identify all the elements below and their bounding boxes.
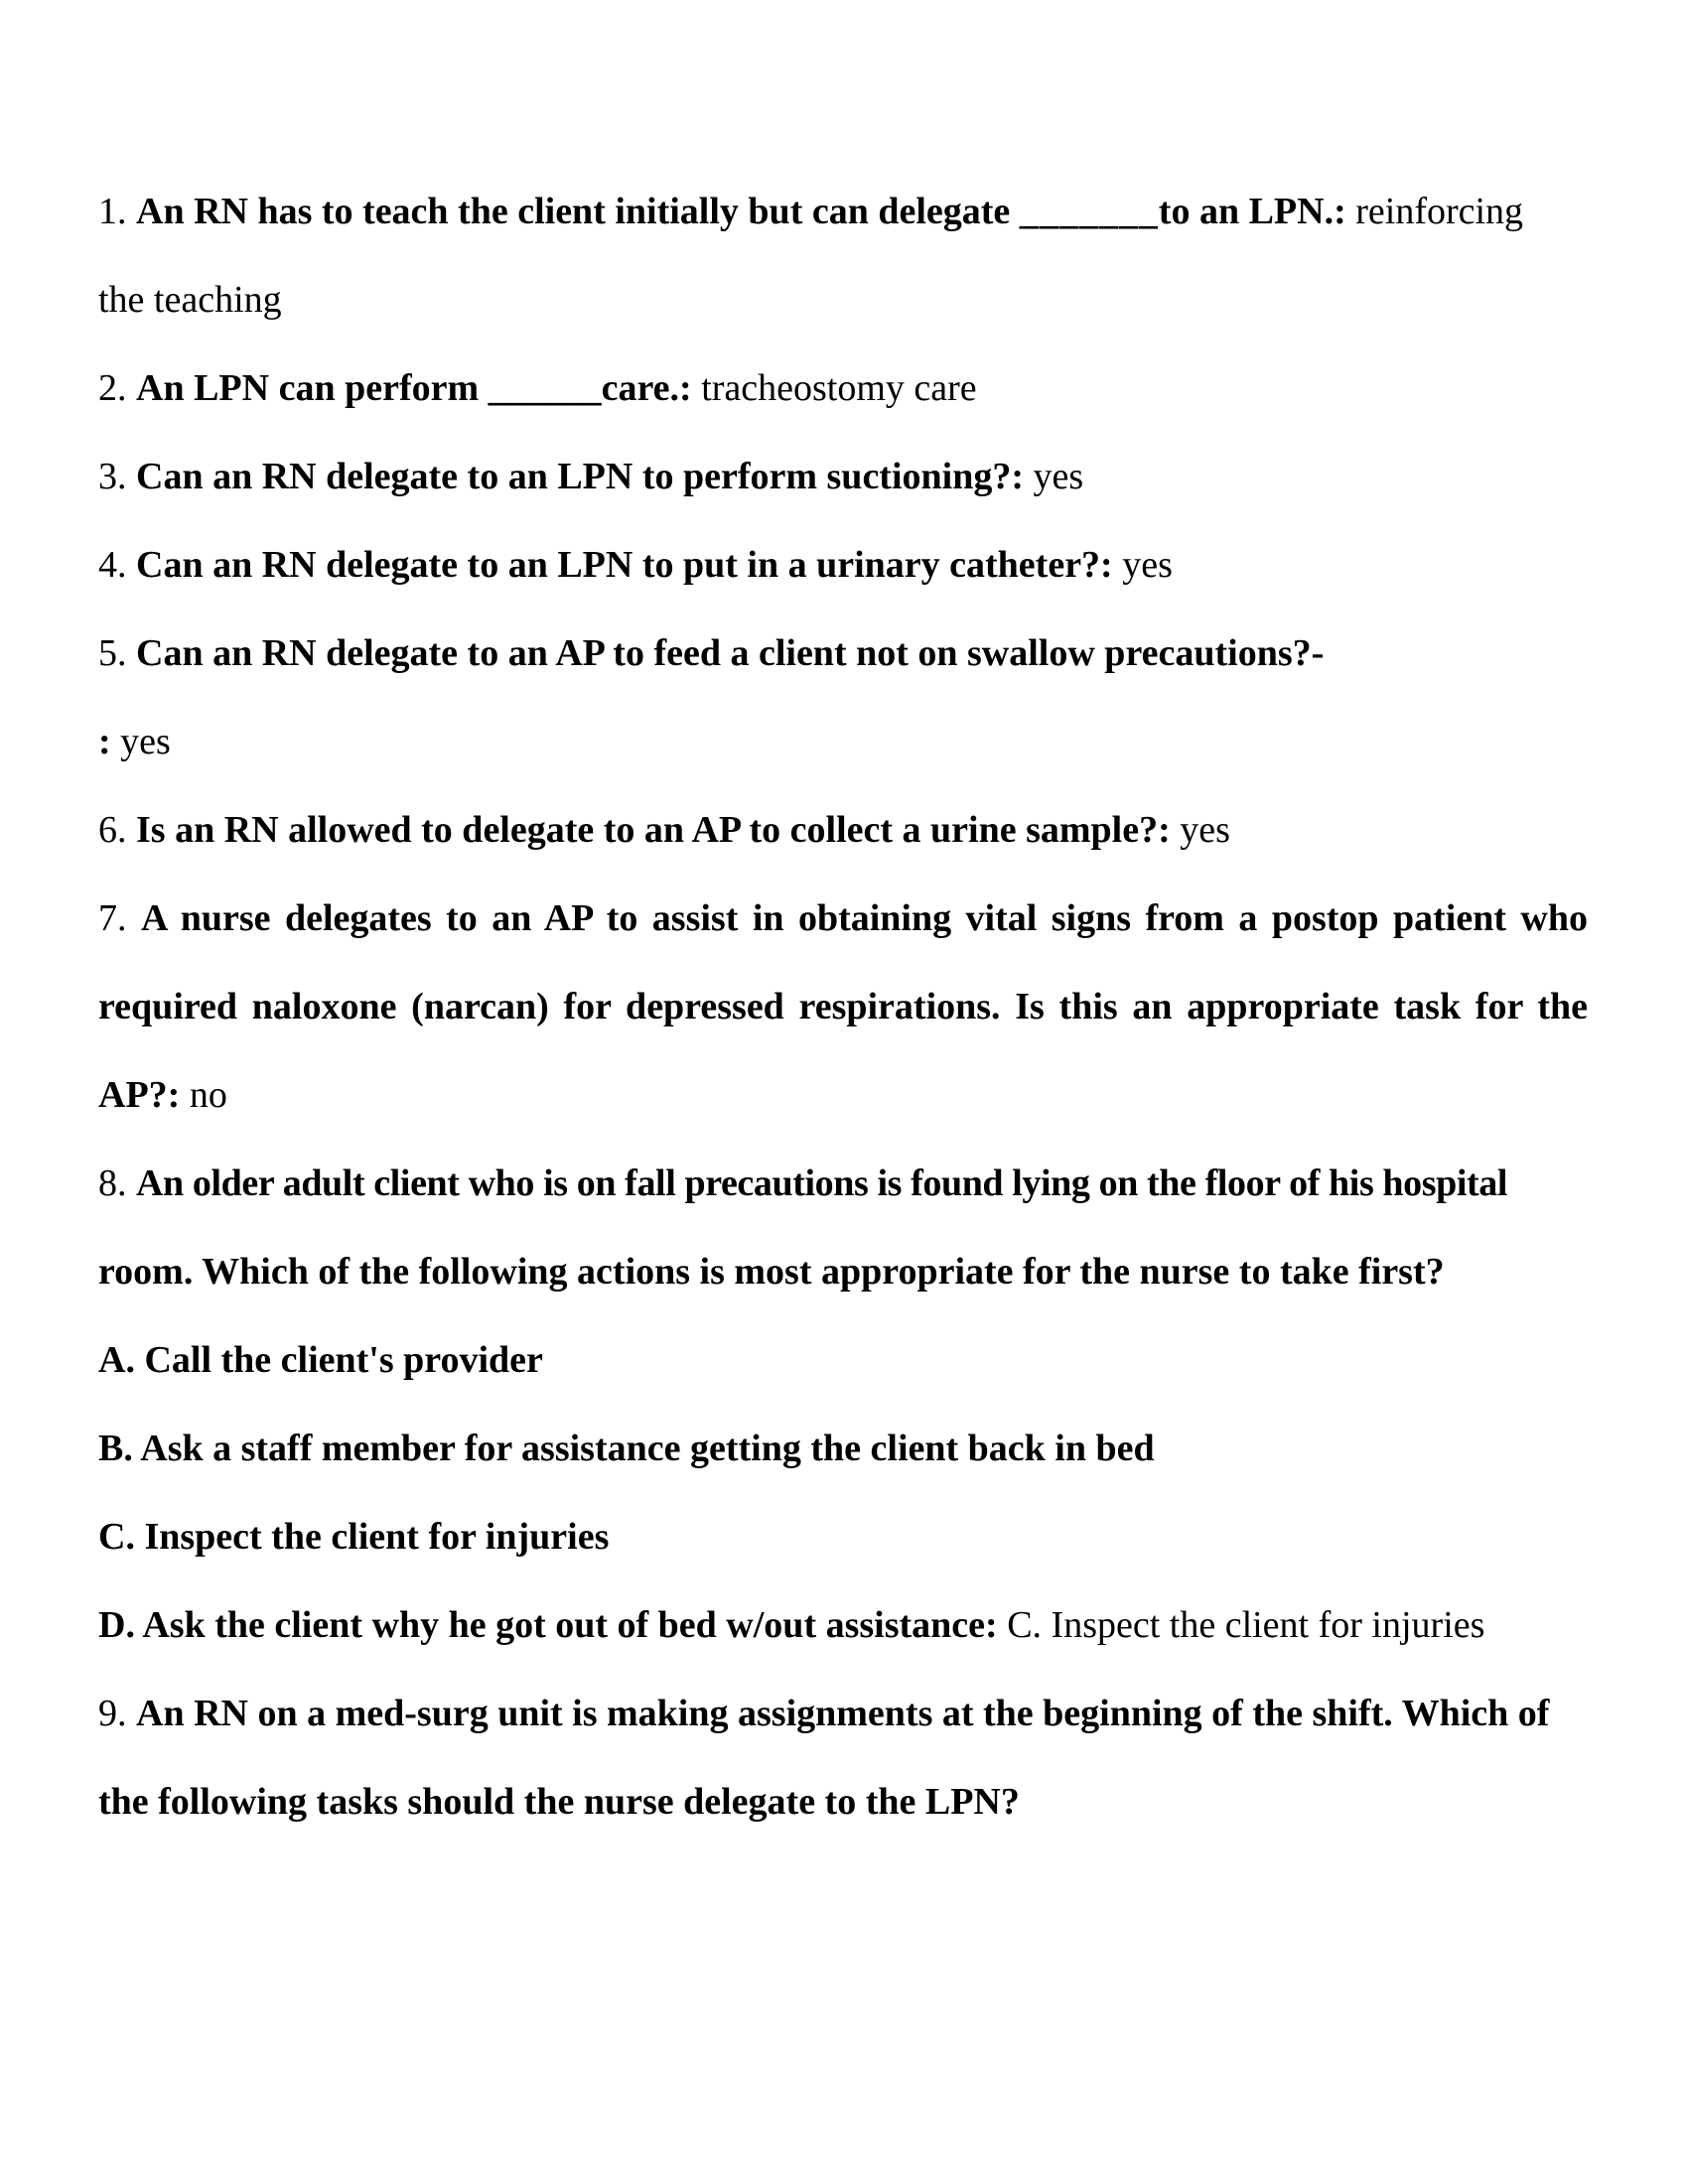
blank-line: _______ [1019, 191, 1159, 232]
item-number: 8. [98, 1162, 127, 1204]
question-text: Can an RN delegate to an AP to feed a client not on swallow precautions?- [136, 632, 1325, 674]
item-8-option-c [98, 1514, 609, 1560]
answer-text: yes [1112, 544, 1173, 586]
question-text: : [98, 721, 111, 762]
question-text: room. Which of the following actions is most appropriate for the nurse to take first? [98, 1251, 1445, 1293]
item-number: 4. [98, 544, 127, 586]
item-1-line-1 [98, 189, 1523, 234]
question-text: An LPN can perform [136, 367, 489, 409]
question-text: required naloxone (narcan) for depressed respirations. Is this an appropriate task for the [98, 986, 1588, 1027]
question-text: Can an RN delegate to an LPN to put in a urinary catheter?: [136, 544, 1113, 586]
option-text: A. Call the client's provider [98, 1339, 543, 1381]
item-8-option-d [98, 1602, 1484, 1648]
item-6 [98, 807, 1230, 853]
item-9-line-2 [98, 1779, 1020, 1825]
answer-text: yes [110, 721, 171, 762]
question-text: care.: [601, 367, 692, 409]
item-8-line-1 [98, 1160, 1507, 1206]
item-8-option-b [98, 1426, 1155, 1471]
item-9-line-1 [98, 1691, 1549, 1736]
option-text: D. Ask the client why he got out of bed w/out assistance: [98, 1604, 998, 1646]
question-text: An RN has to teach the client initially but can delegate [136, 191, 1020, 232]
answer-text: reinforcing [1345, 191, 1524, 232]
question-text: A nurse delegates to an AP to assist in obtaining vital signs from a postop patient who [140, 897, 1589, 939]
answer-text: yes [1024, 456, 1084, 497]
item-1-line-2 [98, 277, 282, 323]
item-5-line-2 [98, 719, 171, 764]
question-text: An RN on a med-surg unit is making assignments at the beginning of the shift. Which of [136, 1693, 1550, 1734]
item-5-line-1 [98, 630, 1324, 676]
item-number: 2. [98, 367, 127, 409]
item-4 [98, 542, 1173, 588]
answer-text: the teaching [98, 279, 282, 321]
item-number: 3. [98, 456, 127, 497]
item-number: 5. [98, 632, 127, 674]
answer-text: no [180, 1074, 227, 1116]
item-7-line-3 [98, 1072, 227, 1118]
item-3 [98, 454, 1083, 499]
item-number: 9. [98, 1693, 127, 1734]
question-text: AP?: [98, 1074, 181, 1116]
answer-text: C. Inspect the client for injuries [997, 1604, 1485, 1646]
item-number: 6. [98, 809, 127, 851]
question-text: An older adult client who is on fall precautions is found lying on the floor of his hospital [136, 1162, 1508, 1204]
item-8-option-a [98, 1337, 543, 1383]
item-8-line-2 [98, 1249, 1445, 1295]
blank-line: ______ [488, 367, 602, 409]
option-text: C. Inspect the client for injuries [98, 1516, 610, 1558]
item-7-line-2 [98, 984, 1588, 1029]
item-number: 1. [98, 191, 127, 232]
question-text: Is an RN allowed to delegate to an AP to collect a urine sample?: [136, 809, 1171, 851]
question-text: Can an RN delegate to an LPN to perform suctioning?: [136, 456, 1025, 497]
item-7-line-1 [98, 895, 1588, 941]
option-text: B. Ask a staff member for assistance getting the client back in bed [98, 1428, 1155, 1469]
item-2 [98, 365, 977, 411]
question-text: the following tasks should the nurse delegate to the LPN? [98, 1781, 1020, 1823]
question-text: to an LPN.: [1158, 191, 1346, 232]
answer-text: tracheostomy care [691, 367, 977, 409]
item-number: 7. [98, 897, 127, 939]
answer-text: yes [1170, 809, 1230, 851]
